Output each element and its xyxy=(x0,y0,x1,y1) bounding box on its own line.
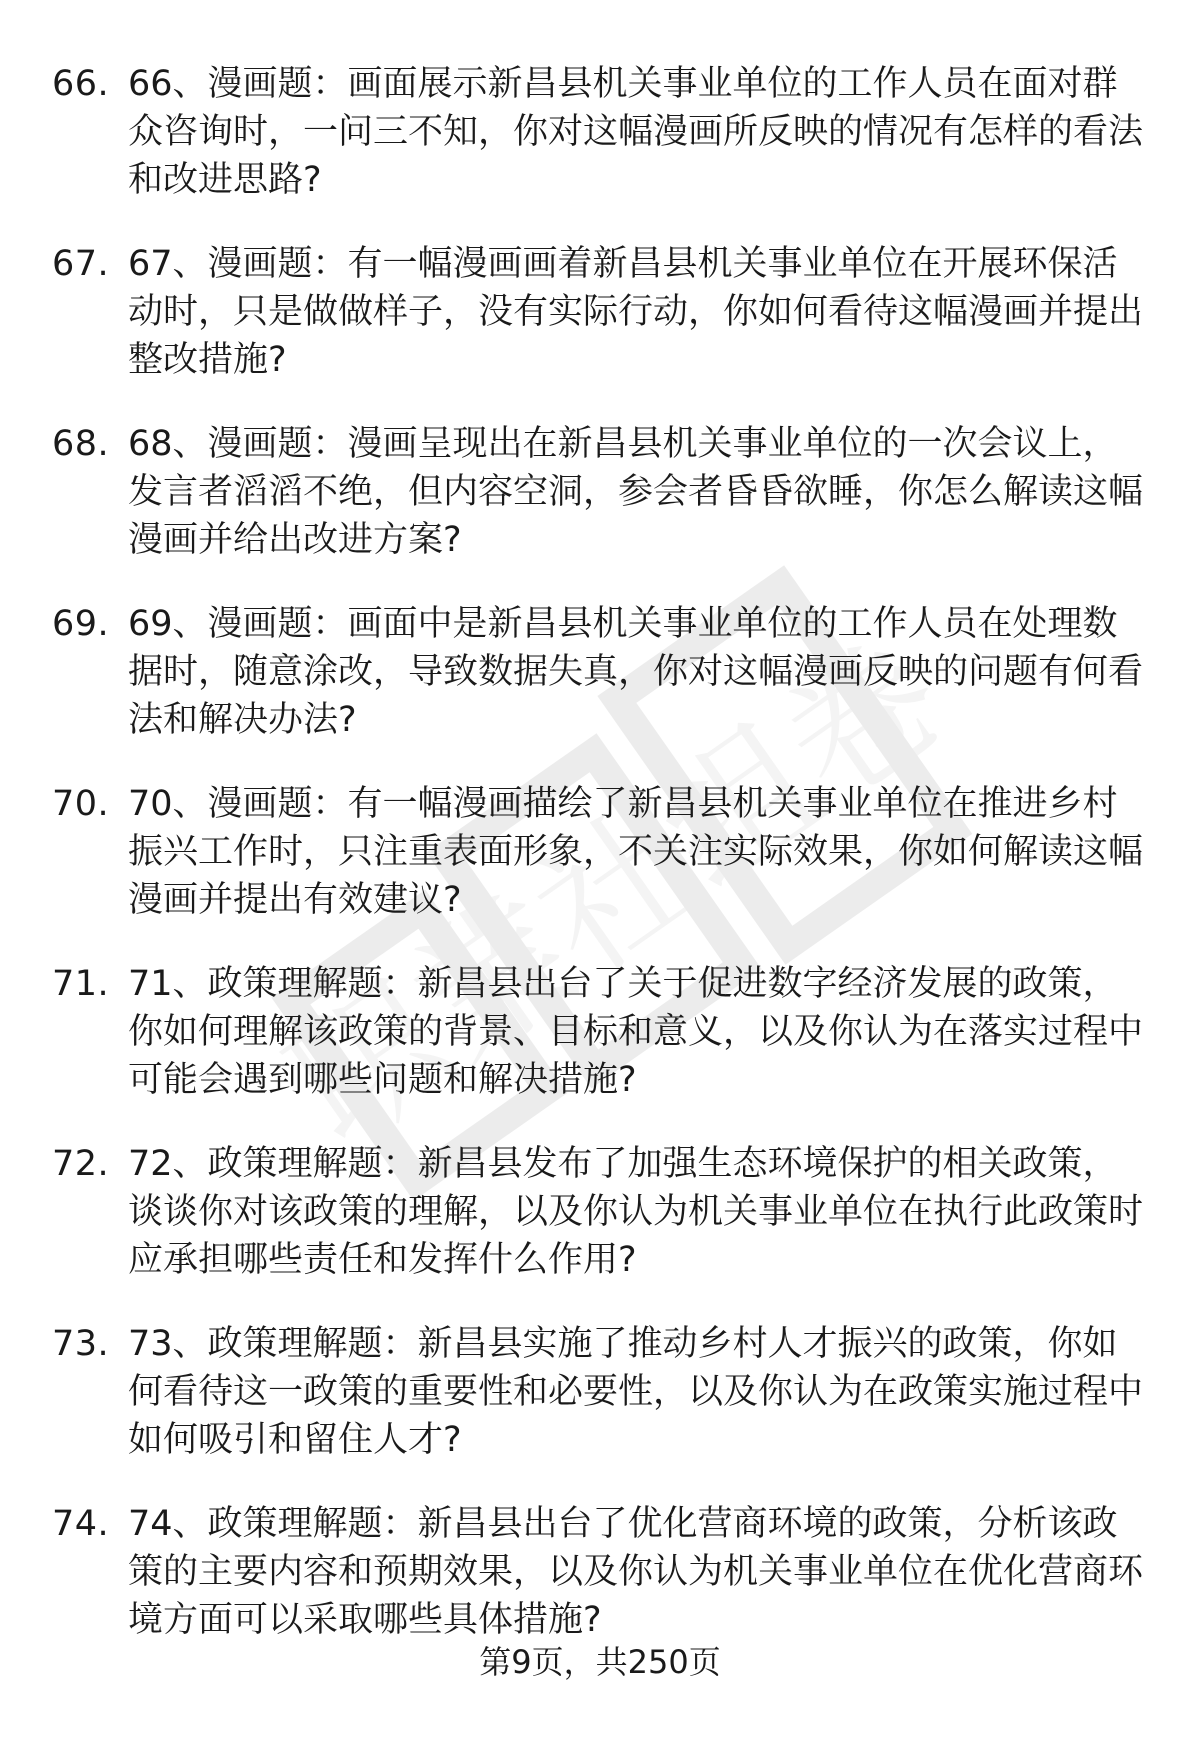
question-item xyxy=(0,420,1200,600)
question-text: 74、政策理解题：新昌县出台了优化营商环境的政策，分析该政策的主要内容和预期效果，以及你认为机关事业单位在优化营商环境方面可以采取哪些具体措施? xyxy=(128,1504,1144,1640)
question-number: 71. xyxy=(52,964,110,1004)
question-item xyxy=(0,1140,1200,1320)
question-text: 70、漫画题：有一幅漫画描绘了新昌县机关事业单位在推进乡村振兴工作时，只注重表面形象，不关注实际效果，你如何解读这幅漫画并提出有效建议? xyxy=(128,784,1144,920)
question-item xyxy=(0,240,1200,420)
question-text: 71、政策理解题：新昌县出台了关于促进数字经济发展的政策，你如何理解该政策的背景、目标和意义，以及你认为在落实过程中可能会遇到哪些问题和解决措施? xyxy=(128,964,1144,1100)
question-number: 68. xyxy=(52,424,110,464)
page-footer xyxy=(0,1642,1200,1682)
question-item xyxy=(0,960,1200,1140)
question-text: 67、漫画题：有一幅漫画画着新昌县机关事业单位在开展环保活动时，只是做做样子，没有实际行动，你如何看待这幅漫画并提出整改措施? xyxy=(128,244,1144,380)
question-text: 72、政策理解题：新昌县发布了加强生态环境保护的相关政策，谈谈你对该政策的理解，以及你认为机关事业单位在执行此政策时应承担哪些责任和发挥什么作用? xyxy=(128,1144,1144,1280)
question-number: 72. xyxy=(52,1144,110,1184)
question-list xyxy=(0,60,1200,1680)
question-text: 73、政策理解题：新昌县实施了推动乡村人才振兴的政策，你如何看待这一政策的重要性和必要性，以及你认为在政策实施过程中如何吸引和留住人才? xyxy=(128,1324,1144,1460)
question-item xyxy=(0,1320,1200,1500)
question-number: 69. xyxy=(52,604,110,644)
question-number: 74. xyxy=(52,1504,110,1544)
question-item xyxy=(0,780,1200,960)
question-text: 69、漫画题：画面中是新昌县机关事业单位的工作人员在处理数据时，随意涂改，导致数据失真，你对这幅漫画反映的问题有何看法和解决办法? xyxy=(128,604,1144,740)
page-number-label: 第9页，共250页 xyxy=(479,1643,721,1681)
question-number: 66. xyxy=(52,64,110,104)
question-number: 73. xyxy=(52,1324,110,1364)
question-item xyxy=(0,600,1200,780)
question-text: 66、漫画题：画面展示新昌县机关事业单位的工作人员在面对群众咨询时，一问三不知，你对这幅漫画所反映的情况有怎样的看法和改进思路? xyxy=(128,64,1144,200)
question-text: 68、漫画题：漫画呈现出在新昌县机关事业单位的一次会议上，发言者滔滔不绝，但内容空洞，参会者昏昏欲睡，你怎么解读这幅漫画并给出改进方案? xyxy=(128,424,1144,560)
question-item xyxy=(0,60,1200,240)
question-number: 70. xyxy=(52,784,110,824)
question-number: 67. xyxy=(52,244,110,284)
